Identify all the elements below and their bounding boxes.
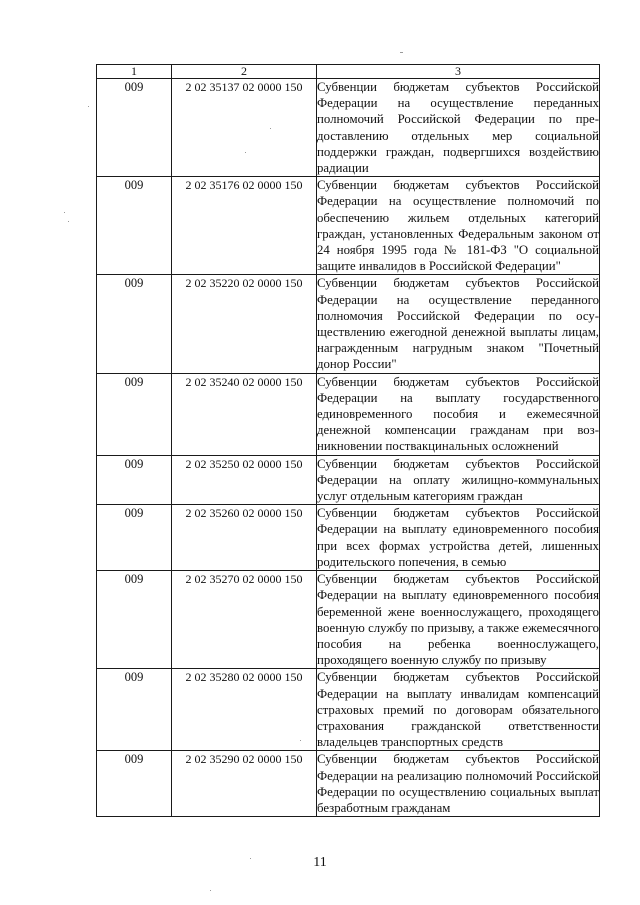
- column-header-3: 3: [317, 65, 600, 79]
- admin-code-cell: 009: [97, 751, 172, 817]
- budget-classification-code-cell: 2 02 35250 02 0000 150: [172, 455, 317, 505]
- budget-classification-code-cell: 2 02 35260 02 0000 150: [172, 505, 317, 571]
- table-row: [97, 275, 600, 373]
- table-header-row: [97, 65, 600, 79]
- budget-classification-code-cell: 2 02 35176 02 0000 150: [172, 177, 317, 275]
- admin-code-cell: 009: [97, 79, 172, 177]
- budget-classification-code-cell: 2 02 35290 02 0000 150: [172, 751, 317, 817]
- revenue-name-cell: Субвенции бюджетам субъектов Российской Федерации на выплату государственного единовременного пособия и ежемесячной денежной компенсации гражданам при возникновении поствакцинальных осложнений: [317, 374, 599, 454]
- table-row: [97, 751, 600, 817]
- admin-code-cell: 009: [97, 373, 172, 455]
- scan-speck: [88, 106, 89, 107]
- revenue-name-cell: Субвенции бюджетам субъектов Российской Федерации на реализацию полномочий Российской Федерации по осуществлению социальных выплат безработным гражданам: [317, 752, 599, 815]
- scan-speck: [245, 152, 246, 153]
- scan-speck: [270, 128, 271, 129]
- revenue-name-cell: Субвенции бюджетам субъектов Российской Федерации на осуществление переданных полномочий Российской Федерации по предоставлению отдельных мер социальной поддержки граждан, подвергшихся воздействию радиации: [317, 80, 599, 176]
- admin-code-cell: 009: [97, 505, 172, 571]
- scan-speck: [400, 52, 403, 53]
- revenue-name-cell: Субвенции бюджетам субъектов Российской Федерации на выплату единовременного пособия беременной жене военнослужащего, проходящего военную службу по призыву, а также ежемесячного пособия на ребенка военнослужащего, проходящего военную службу по призыву: [317, 572, 599, 668]
- table-body: [97, 79, 600, 817]
- budget-classification-code-cell: 2 02 35240 02 0000 150: [172, 373, 317, 455]
- scan-speck: [250, 858, 251, 859]
- budget-classification-code-cell: 2 02 35220 02 0000 150: [172, 275, 317, 373]
- revenue-name-cell: Субвенции бюджетам субъектов Российской Федерации на выплату единовременного пособия при всех формах устройства детей, лишенных родительского попечения, в семью: [317, 506, 599, 569]
- column-header-2: 2: [172, 65, 317, 79]
- admin-code-cell: 009: [97, 177, 172, 275]
- scan-speck: [64, 212, 65, 213]
- revenue-name-cell: Субвенции бюджетам субъектов Российской Федерации на оплату жилищно-коммунальных услуг отдельным категориям граждан: [317, 456, 599, 504]
- table-row: [97, 373, 600, 455]
- admin-code-cell: 009: [97, 275, 172, 373]
- budget-classification-code-cell: 2 02 35270 02 0000 150: [172, 571, 317, 669]
- scan-speck: [300, 740, 301, 741]
- revenue-classification-table: [96, 64, 600, 817]
- revenue-name-cell: Субвенции бюджетам субъектов Российской Федерации на выплату инвалидам компенсаций страховых премий по договорам обязательного страхования гражданской ответственности владельцев транспортных средств: [317, 670, 599, 750]
- admin-code-cell: 009: [97, 571, 172, 669]
- scan-speck: [210, 890, 211, 891]
- revenue-name-cell: Субвенции бюджетам субъектов Российской Федерации на осуществление полномочий по обеспечению жильем отдельных категорий граждан, установленных Федеральным законом от 24 ноября 1995 года № 181-ФЗ "О социальной защите инвалидов в Российской Федерации": [317, 178, 599, 274]
- admin-code-cell: 009: [97, 669, 172, 751]
- scan-speck: [68, 221, 69, 222]
- revenue-name-cell: Субвенции бюджетам субъектов Российской Федерации на осуществление переданного полномочия Российской Федерации по осуществлению ежегодной денежной выплаты лицам, награжденным нагрудным знаком "Почетный донор России": [317, 276, 599, 372]
- table-row: [97, 669, 600, 751]
- page-number: 11: [313, 855, 327, 870]
- table-row: [97, 177, 600, 275]
- table-row: [97, 79, 600, 177]
- column-header-1: 1: [97, 65, 172, 79]
- table-row: [97, 455, 600, 505]
- budget-classification-code-cell: 2 02 35280 02 0000 150: [172, 669, 317, 751]
- table-row: [97, 571, 600, 669]
- budget-classification-code-cell: 2 02 35137 02 0000 150: [172, 79, 317, 177]
- admin-code-cell: 009: [97, 455, 172, 505]
- table-row: [97, 505, 600, 571]
